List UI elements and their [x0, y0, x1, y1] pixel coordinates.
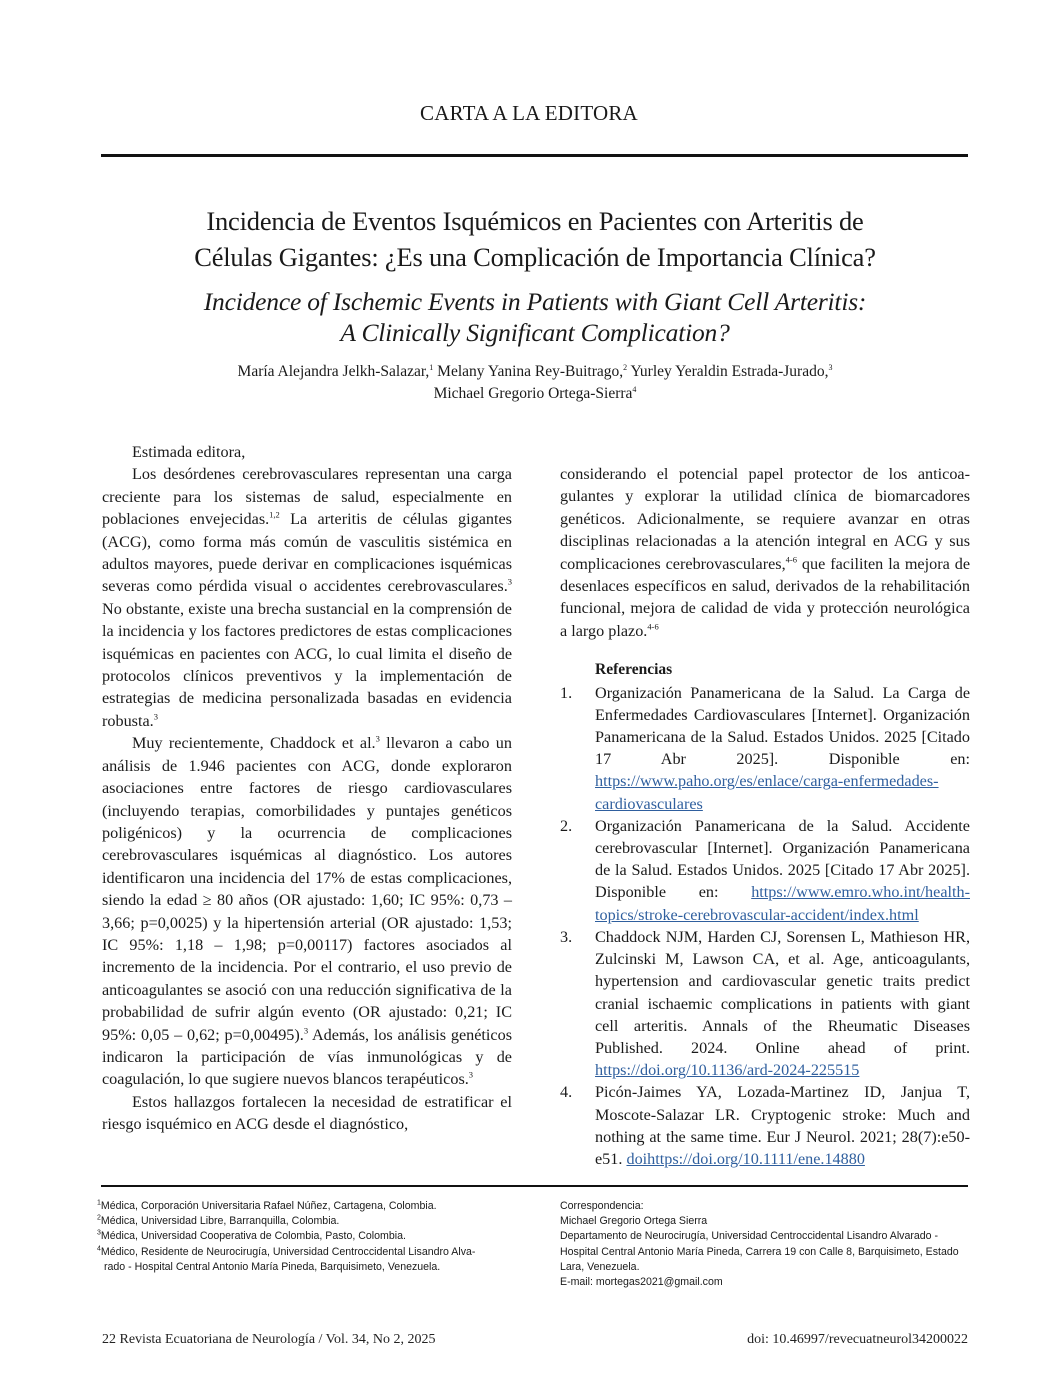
citation-sup: 1,2 [269, 509, 280, 520]
header-divider [101, 154, 968, 157]
title-es-line1: Incidencia de Eventos Isquémicos en Pacientes con Arteritis de [206, 206, 864, 236]
reference-link[interactable]: doihttps://doi.org/10.1111/ene.14880 [626, 1149, 865, 1168]
correspondence-email[interactable]: E-mail: mortegas2021@gmail.com [560, 1276, 723, 1289]
page-footer-journal: 22 Revista Ecuatoriana de Neurología / Vol. 34, No 2, 2025 [102, 1332, 436, 1347]
reference-text: Organización Panamericana de la Salud. La Carga de Enfermedades Cardiovasculares [Internet]. Organización Panamericana de la Salud. Estados Unidos. 2025 [Citado 17 Abr 2025]. Disponible en: [595, 683, 970, 769]
reference-number: 4. [560, 1083, 573, 1102]
author-affiliation-sup: 1 [429, 362, 434, 372]
correspondence [560, 1199, 980, 1290]
reference-item [560, 1081, 970, 1170]
reference-link[interactable]: https://doi.org/10.1136/ard-2024-225515 [595, 1061, 860, 1080]
reference-number: 2. [560, 816, 573, 835]
author-list [100, 361, 970, 405]
reference-text: Organización Panamericana de la Salud. Accidente cerebrovascular [Internet]. Organización Panamericana de la Salud. Estados Unidos. 2025 [Citado 17 Abr 2025]. Disponible en: [595, 816, 970, 902]
affiliation-item: $^2$Médica, Universidad Libre, Barranquilla, Colombia. [97, 1214, 340, 1228]
body-paragraph: Los desórdenes cerebrovasculares representan una carga creciente para los sistemas de salud, especialmente en poblaciones envejecidas.$^{1,2}$ La arteritis de células gigantes (ACG), como forma más común de vasculitis sistémica en adultos mayores, puede derivar en complicaciones isquémicas severas como pérdida visual o accidentes cerebrovasculares.$^3$ No obstante, existe una brecha sustancial en la comprensión de la incidencia y los factores predictores de estas complicaciones isquémicas en pacientes con ACG, lo cual limita el diseño de protocolos clínicos preventivos y la implementación de estrategias de medicina personalizada basadas en evidencia robusta.$^3$ [102, 465, 512, 730]
title-spanish [100, 203, 970, 275]
citation-sup: 3 [375, 733, 380, 744]
section-label: CARTA A LA EDITORA [420, 101, 638, 125]
correspondence-label: Correspondencia: [560, 1200, 644, 1212]
correspondence-address: Departamento de Neurocirugía, Universidad Centroccidental Lisandro Alvarado - [560, 1230, 939, 1243]
affiliation-item: $^4$Médico, Residente de Neurocirugía, Universidad Centroccidental Lisandro Alva- [97, 1245, 476, 1258]
author-name: Michael Gregorio Ortega-Sierra [433, 385, 633, 402]
author-affiliation-sup: 2 [623, 362, 628, 372]
author-affiliation-sup: 3 [828, 362, 833, 372]
reference-link[interactable]: https://www.paho.org/es/enlace/carga-enfermedades-cardiovasculares [595, 772, 939, 813]
page-footer-doi: doi: 10.46997/revecuatneurol34200022 [747, 1332, 968, 1347]
body-paragraph-continued: considerando el potencial papel protector de los anticoagulantes y explorar la utilidad clínica de biomarcadores genéticos. Adicionalmente, se requiere avanzar en otras disciplinas relacionadas a la atención integral en ACG y sus complicaciones cerebrovasculares,$^{4-6}$ que faciliten la mejora de desenlaces específicos en salud, derivados de la rehabilitación funcional, mejora de calidad de vida y protección neurológica a largo plazo.$^{4-6}$ [560, 465, 970, 640]
citation-sup: 4-6 [647, 621, 659, 632]
title-english [100, 286, 970, 348]
citation-sup: 3 [153, 711, 158, 722]
correspondence-address: Hospital Central Antonio María Pineda, Carrera 19 con Calle 8, Barquisimeto, Estado [560, 1245, 959, 1258]
author-name: María Alejandra Jelkh-Salazar, [237, 363, 430, 380]
correspondence-name: Michael Gregorio Ortega Sierra [560, 1215, 708, 1228]
reference-item [560, 815, 970, 926]
body-paragraph: Estos hallazgos fortalecen la necesidad de estratificar el riesgo isquémico en ACG desde el diagnóstico, [102, 1092, 512, 1134]
author-name: Yurley Yeraldin Estrada-Jurado, [627, 363, 829, 380]
author-affiliation-sup: 4 [632, 384, 637, 394]
citation-sup: 4-6 [785, 554, 797, 565]
footnote-divider [101, 1185, 968, 1187]
reference-text: Picón-Jaimes YA, Lozada-Martinez ID, Janjua T, Moscote-Salazar LR. Cryptogenic stroke: Much and nothing at the same time. Eur J Neurol. 2021; 28(7):e50-e51. [595, 1083, 970, 1168]
affiliation-item-continued: rado - Hospital Central Antonio María Pineda, Barquisimeto, Venezuela. [104, 1260, 441, 1273]
citation-sup: 3 [303, 1025, 309, 1036]
author-name: Melany Yanina Rey-Buitrago, [433, 363, 624, 380]
title-en-line1: Incidence of Ischemic Events in Patients with Giant Cell Arteritis: [203, 287, 867, 316]
affiliations [97, 1199, 527, 1275]
reference-link[interactable]: https://www.emro.who.int/health-topics/stroke-cerebrovascular-accident/index.html [595, 883, 970, 924]
citation-sup: 3 [468, 1069, 474, 1080]
title-es-line2: Células Gigantes: ¿Es una Complicación de Importancia Clínica? [194, 242, 876, 272]
body-column-left [102, 441, 512, 1136]
body-paragraph: Muy recientemente, Chaddock et al.$^3$ llevaron a cabo un análisis de 1.946 pacientes con ACG, donde exploraron asociaciones entre factores de riesgo cardiovasculares (incluyendo terapias, comorbilidades y puntajes genéticos poligénicos) y la ocurrencia de complicaciones cerebrovasculares isquémicas al diagnóstico. Los autores identificaron una incidencia del 17% de estas complicaciones, siendo la edad ≥ 80 años (OR ajustado: 1,60; IC 95%: 0,73 – 3,66; p=0,0025) y la hipertensión arterial (OR ajustado: 1,53; IC 95%: 1,18 – 1,98; p=0,00117) factores asociados al incremento de la incidencia. Por el contrario, el uso previo de anticoagulantes se asoció con una reducción significativa de la probabilidad de sufrir algún evento (OR ajustado: 0,21; IC 95%: 0,05 – 0,62; p=0,00495).$^3$ Además, los análisis genéticos indicaron la participación de vías inmunológicas y de coagulación, lo que sugiere nuevos blancos terapéuticos.$^3$ [102, 733, 512, 1089]
reference-number: 1. [560, 683, 573, 702]
body-column-right [560, 463, 970, 1170]
reference-item [560, 682, 970, 815]
affiliation-item: $^3$Médica, Universidad Cooperativa de Colombia, Pasto, Colombia. [97, 1229, 406, 1243]
salutation: Estimada editora, [132, 443, 246, 461]
reference-number: 3. [560, 927, 573, 946]
title-en-line2: A Clinically Significant Complication? [340, 318, 730, 347]
affiliation-item: $^1$Médica, Corporación Universitaria Rafael Núñez, Cartagena, Colombia. [97, 1199, 437, 1212]
citation-sup: 3 [507, 577, 512, 588]
reference-list [560, 682, 970, 1170]
reference-text: Chaddock NJM, Harden CJ, Sorensen L, Mathieson HR, Zulcinski M, Lawson CA, et al. Age, anticoagulants, hypertension and cardiovascular genetic traits predict cranial ischaemic complications in patients with giant cell arteritis. Annals of the Rheumatic Diseases Published. 2024. Online ahead of print. [595, 927, 970, 1057]
reference-item [560, 926, 970, 1081]
correspondence-address: Lara, Venezuela. [560, 1260, 640, 1273]
references-heading: Referencias [595, 661, 673, 679]
